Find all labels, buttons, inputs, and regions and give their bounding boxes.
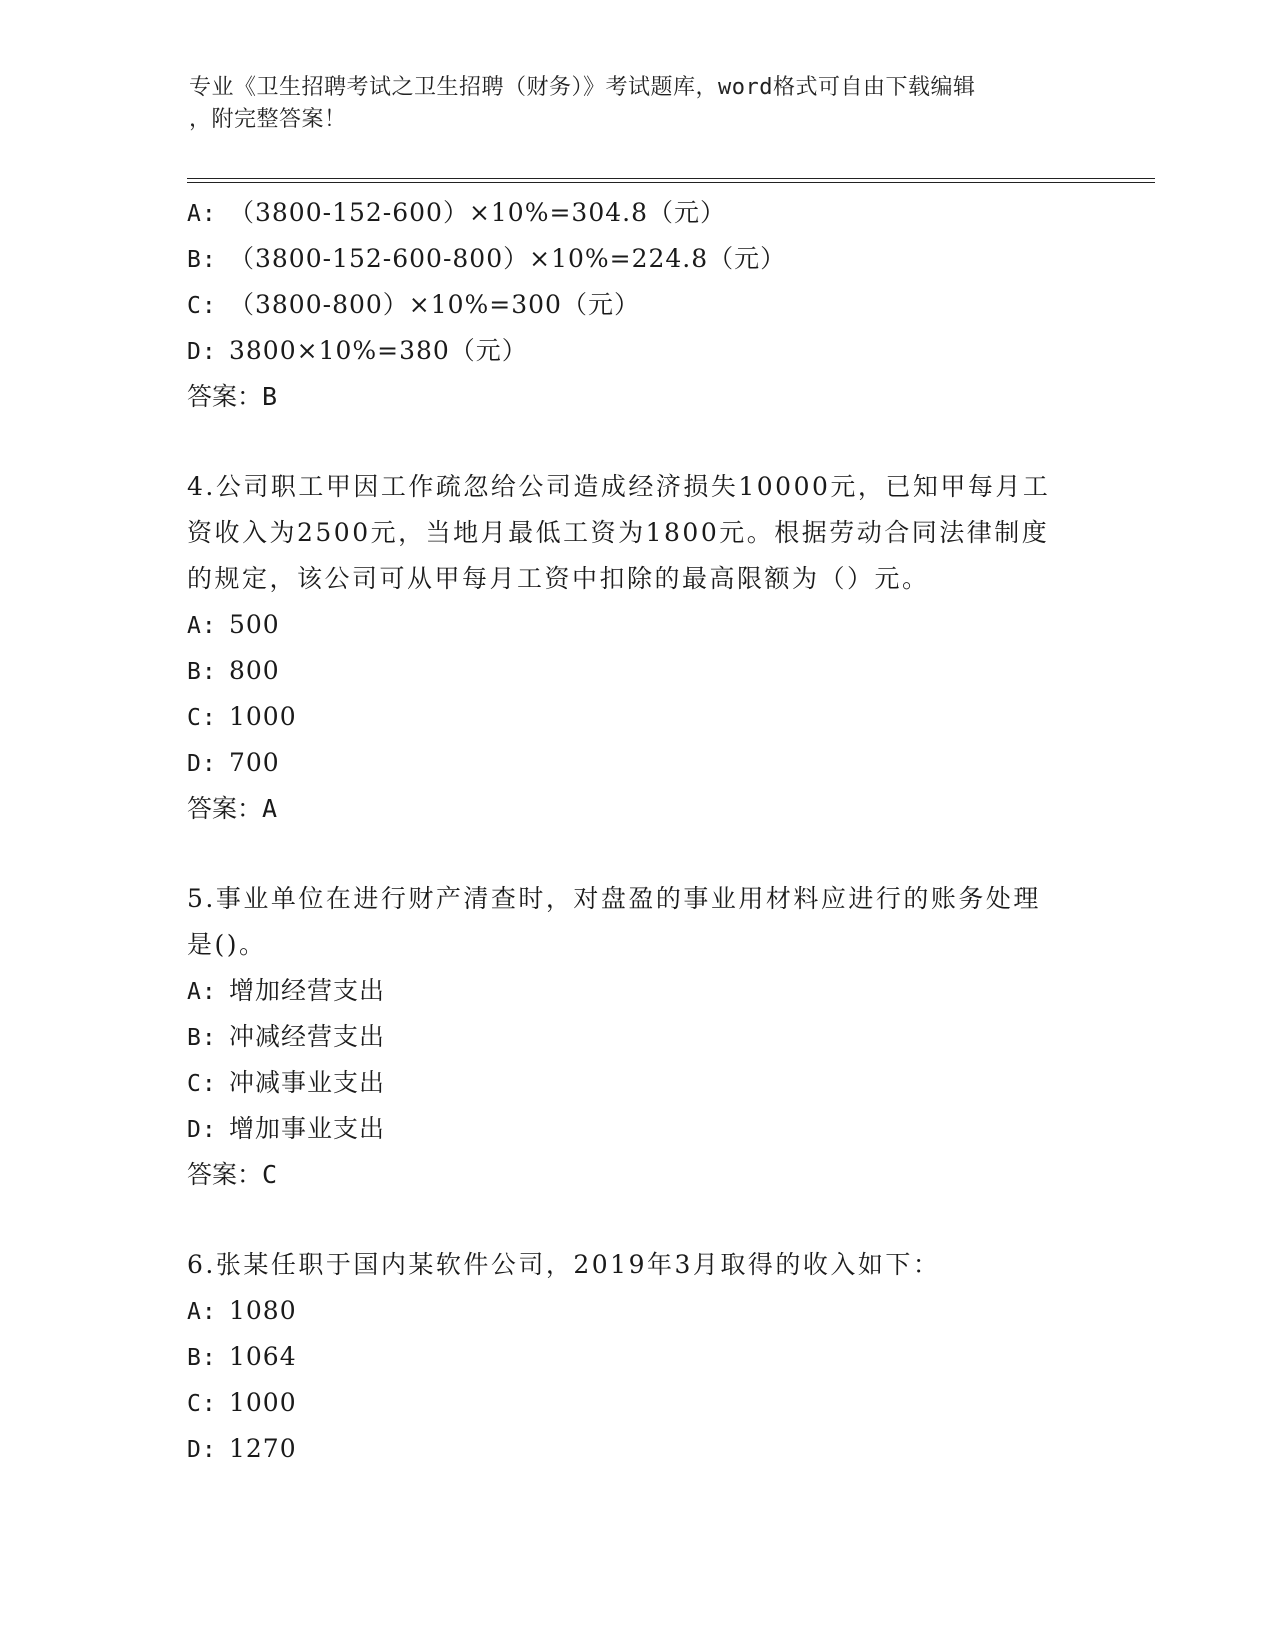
option-b [187, 1014, 1067, 1060]
question-4 [187, 464, 1067, 832]
option-letter: B: [187, 1345, 217, 1371]
option-b [187, 648, 1067, 694]
option-a [187, 190, 1067, 236]
option-text: 冲减事业支出 [229, 1068, 386, 1097]
option-text: 增加经营支出 [229, 976, 386, 1005]
option-a [187, 602, 1067, 648]
option-c [187, 1380, 1067, 1426]
option-text: 1064 [229, 1342, 297, 1371]
option-letter: C: [187, 705, 217, 731]
option-text: （3800-152-600）×10%=304.8（元） [229, 198, 726, 227]
answer-value: C [262, 1160, 278, 1189]
answer-value: B [262, 382, 278, 411]
answer-line [187, 1152, 1067, 1198]
answer-label: 答案： [187, 1160, 263, 1189]
question-5 [187, 876, 1067, 1198]
option-b [187, 1334, 1067, 1380]
option-text: 1270 [229, 1434, 297, 1463]
option-d [187, 740, 1067, 786]
option-text: （3800-152-600-800）×10%=224.8（元） [229, 244, 787, 273]
option-c [187, 694, 1067, 740]
option-c [187, 282, 1067, 328]
option-a [187, 968, 1067, 1014]
option-letter: B: [187, 247, 217, 273]
option-text: （3800-800）×10%=300（元） [229, 290, 640, 319]
option-letter: D: [187, 339, 217, 365]
question-3 [187, 190, 1067, 420]
option-text: 800 [229, 656, 280, 685]
option-d [187, 328, 1067, 374]
question-content [187, 190, 1067, 1472]
option-text: 500 [229, 610, 280, 639]
document-header [189, 72, 1069, 136]
option-text: 1080 [229, 1296, 297, 1325]
header-double-rule [187, 178, 1155, 183]
header-line-1: 专业《卫生招聘考试之卫生招聘（财务）》考试题库，word格式可自由下载编辑 [189, 75, 976, 100]
answer-line [187, 786, 1067, 832]
option-letter: C: [187, 293, 217, 319]
option-text: 1000 [229, 702, 297, 731]
answer-line [187, 374, 1067, 420]
option-letter: D: [187, 1117, 217, 1143]
option-a [187, 1288, 1067, 1334]
option-d [187, 1426, 1067, 1472]
question-stem: 4.公司职工甲因工作疏忽给公司造成经济损失10000元，已知甲每月工资收入为2500元，当地月最低工资为1800元。根据劳动合同法律制度的规定，该公司可从甲每月工资中扣除的最高限额为（）元。 [187, 472, 1051, 593]
option-text: 700 [229, 748, 280, 777]
option-d [187, 1106, 1067, 1152]
answer-value: A [262, 794, 278, 823]
option-letter: A: [187, 1299, 217, 1325]
option-letter: D: [187, 751, 217, 777]
answer-label: 答案： [187, 382, 263, 411]
option-text: 3800×10%=380（元） [229, 336, 528, 365]
option-c [187, 1060, 1067, 1106]
answer-label: 答案： [187, 794, 263, 823]
option-letter: B: [187, 1025, 217, 1051]
option-letter: A: [187, 613, 217, 639]
option-letter: D: [187, 1437, 217, 1463]
option-letter: A: [187, 201, 217, 227]
option-letter: C: [187, 1391, 217, 1417]
option-letter: C: [187, 1071, 217, 1097]
option-text: 冲减经营支出 [229, 1022, 386, 1051]
question-6 [187, 1242, 1067, 1472]
question-stem: 6.张某任职于国内某软件公司，2019年3月取得的收入如下： [187, 1250, 941, 1279]
option-letter: A: [187, 979, 217, 1005]
option-letter: B: [187, 659, 217, 685]
option-b [187, 236, 1067, 282]
header-line-2: ，附完整答案！ [189, 107, 347, 132]
option-text: 1000 [229, 1388, 297, 1417]
option-text: 增加事业支出 [229, 1114, 386, 1143]
question-stem: 5.事业单位在进行财产清查时，对盘盈的事业用材料应进行的账务处理是()。 [187, 884, 1041, 959]
